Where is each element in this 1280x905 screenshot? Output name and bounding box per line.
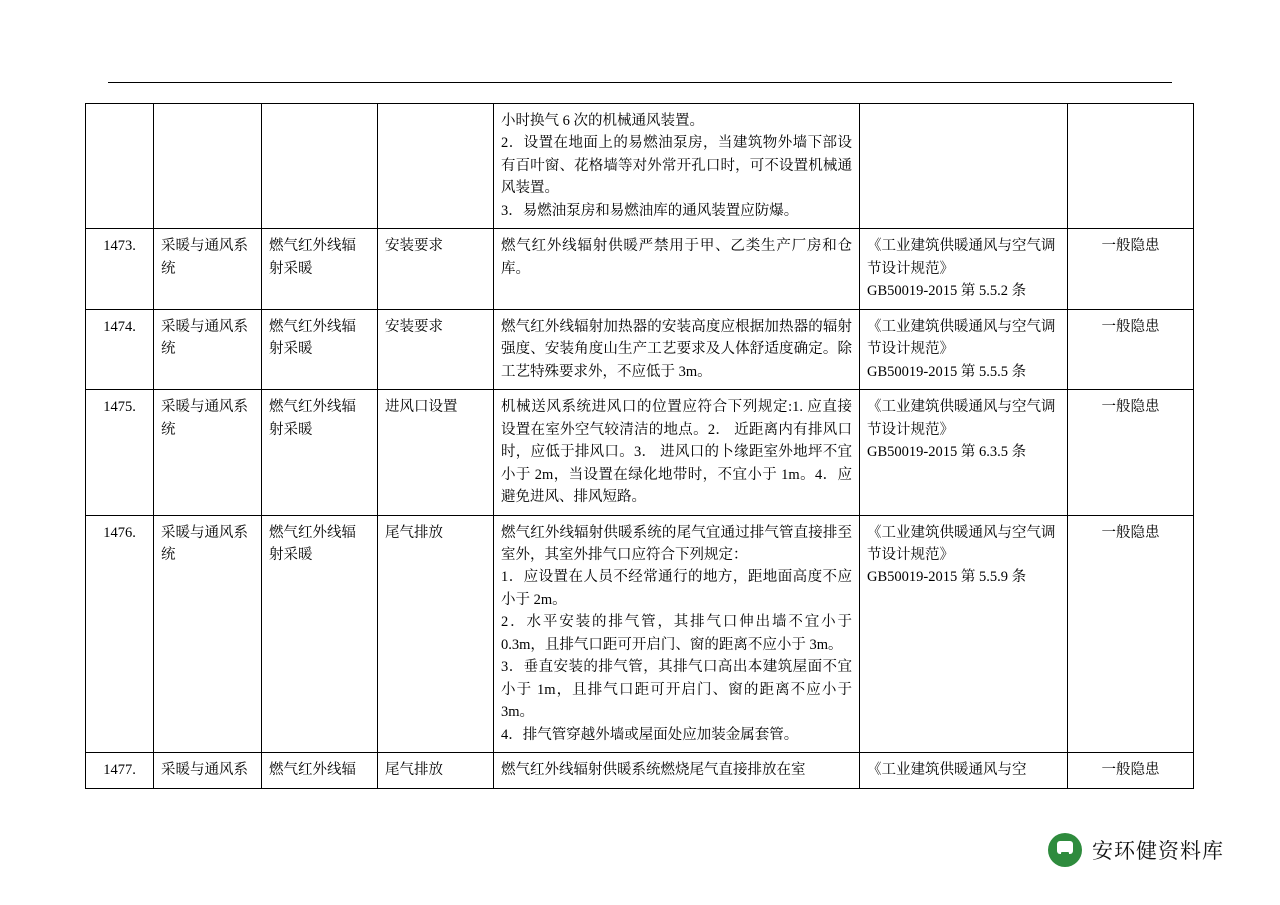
description-line: 燃气红外线辐射供暖系统燃烧尾气直接排放在室 [501,762,806,779]
row-level [1068,104,1194,229]
row-standard [860,753,1068,788]
description-line: 燃气红外线辐射供暖严禁用于甲、乙类生产厂房和仓库。 [501,238,852,277]
standard-clause: GB50019-2015 第 5.5.9 条 [867,569,1027,586]
row-subsystem: 燃气红外线辐 [262,753,378,788]
standard-title: 《工业建筑供暖通风与空 [867,762,1027,779]
row-subsystem: 燃气红外线辐射采暖 [262,390,378,515]
row-subsystem: 燃气红外线辐射采暖 [262,229,378,309]
hazard-inspection-table [85,103,1194,789]
row-number [86,104,154,229]
row-item [378,104,494,229]
wechat-logo-icon [1048,833,1082,867]
row-system: 采暖与通风系 [154,753,262,788]
description-line: 1．应设置在人员不经常通行的地方，距地面高度不应小于 2m。 [501,569,852,608]
row-description [494,104,860,229]
standard-title: 《工业建筑供暖通风与空气调节设计规范》 [867,524,1056,563]
description-line: 燃气红外线辐射供暖系统的尾气宜通过排气管直接排至室外，其室外排气口应符合下列规定： [501,524,852,563]
row-subsystem [262,104,378,229]
row-system: 采暖与通风系统 [154,515,262,753]
standard-title: 《工业建筑供暖通风与空气调节设计规范》 [867,399,1056,438]
row-description [494,390,860,515]
row-item: 尾气排放 [378,515,494,753]
row-standard [860,515,1068,753]
standard-clause: GB50019-2015 第 5.5.2 条 [867,283,1027,300]
row-description [494,515,860,753]
description-line: 4．排气管穿越外墙或屋面处应加装金属套管。 [501,726,799,743]
table-row [86,390,1194,515]
standard-clause: GB50019-2015 第 6.3.5 条 [867,444,1027,461]
row-description [494,229,860,309]
row-description [494,753,860,788]
description-line: 3．垂直安装的排气管，其排气口高出本建筑屋面不宜小于 1m，且排气口距可开启门、窗的距离不应小于 3m。 [501,659,852,721]
row-item: 进风口设置 [378,390,494,515]
row-level: 一般隐患 [1068,753,1194,788]
row-standard [860,309,1068,389]
row-item: 尾气排放 [378,753,494,788]
row-level: 一般隐患 [1068,229,1194,309]
row-item: 安装要求 [378,309,494,389]
row-standard [860,104,1068,229]
row-system: 采暖与通风系统 [154,309,262,389]
description-line: 2．设置在地面上的易燃油泵房，当建筑物外墙下部设有百叶窗、花格墙等对外常开孔口时，可不设置机械通风装置。 [501,135,852,197]
row-level: 一般隐患 [1068,515,1194,753]
row-number: 1473. [86,229,154,309]
row-item: 安装要求 [378,229,494,309]
description-line: 燃气红外线辐射加热器的安装高度应根据加热器的辐射强度、安装角度山生产工艺要求及人体舒适度确定。除工艺特殊要求外，不应低于 3m。 [501,318,852,380]
row-level: 一般隐患 [1068,309,1194,389]
row-number: 1475. [86,390,154,515]
description-line: 小时换气 6 次的机械通风装置。 [501,113,704,129]
standard-title: 《工业建筑供暖通风与空气调节设计规范》 [867,238,1056,277]
row-number: 1476. [86,515,154,753]
header-rule [108,82,1172,83]
table-row [86,104,1194,229]
watermark-label: 安环健资料库 [1092,840,1224,863]
row-standard [860,229,1068,309]
description-line: 3．易燃油泵房和易燃油库的通风装置应防爆。 [501,202,799,219]
watermark [1048,833,1224,867]
description-line: 机械送风系统进风口的位置应符合下列规定:1. 应直接设置在室外空气较清洁的地点。2． 近距离内有排风口时，应低于排风口。3． 进风口的卜缘距室外地坪不宜小于 2m，当设置在绿化地带时，不宜小于 1m。4．应避免进风、排风短路。 [501,399,852,506]
standard-clause: GB50019-2015 第 5.5.5 条 [867,363,1027,380]
table-row [86,229,1194,309]
row-standard [860,390,1068,515]
row-description [494,309,860,389]
row-subsystem: 燃气红外线辐射采暖 [262,309,378,389]
standard-title: 《工业建筑供暖通风与空气调节设计规范》 [867,318,1056,358]
row-system [154,104,262,229]
table-row [86,309,1194,389]
row-number: 1474. [86,309,154,389]
row-number: 1477. [86,753,154,788]
row-system: 采暖与通风系统 [154,390,262,515]
row-level: 一般隐患 [1068,390,1194,515]
table-row [86,753,1194,788]
description-line: 2．水平安装的排气管，其排气口伸出墙不宜小于 0.3m，且排气口距可开启门、窗的距离不应小于 3m。 [501,614,852,653]
table-row [86,515,1194,753]
row-subsystem: 燃气红外线辐射采暖 [262,515,378,753]
row-system: 采暖与通风系统 [154,229,262,309]
